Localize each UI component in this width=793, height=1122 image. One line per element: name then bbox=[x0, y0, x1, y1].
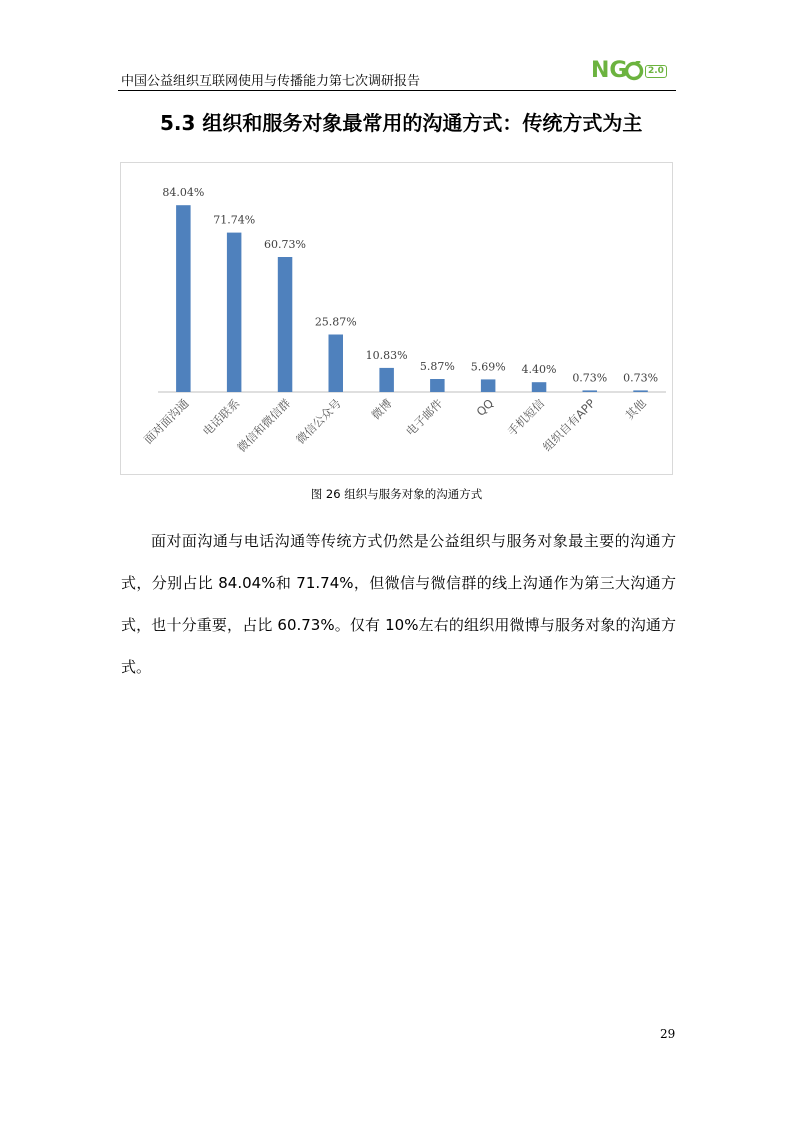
category-label-1: 电话联系 bbox=[199, 396, 243, 439]
category-label-6: QQ bbox=[473, 396, 497, 419]
category-label-2: 微信和微信群 bbox=[234, 396, 294, 455]
category-label-0: 面对面沟通 bbox=[140, 396, 192, 447]
page-header-title: 中国公益组织互联网使用与传播能力第七次调研报告 bbox=[121, 74, 421, 89]
logo-badge: 2.0 bbox=[645, 65, 667, 78]
logo-ring-icon bbox=[624, 61, 644, 81]
body-text bbox=[121, 520, 676, 688]
bar-3 bbox=[329, 335, 344, 393]
bar-8 bbox=[583, 390, 598, 392]
bar-1 bbox=[227, 233, 242, 392]
data-label-9: 0.73% bbox=[623, 371, 659, 385]
category-label-7: 手机短信 bbox=[504, 396, 548, 439]
category-label-4: 微博 bbox=[368, 396, 395, 423]
data-label-5: 5.87% bbox=[419, 360, 455, 373]
bar-9 bbox=[633, 390, 648, 392]
data-label-7: 4.40% bbox=[521, 363, 557, 377]
chart-frame bbox=[120, 162, 673, 475]
category-label-5: 电子邮件 bbox=[403, 396, 446, 439]
bar-4 bbox=[379, 368, 394, 392]
logo-text: NG bbox=[591, 58, 628, 83]
data-label-1: 71.74% bbox=[213, 213, 256, 227]
figure-caption: 图 26 组织与服务对象的沟通方式 bbox=[310, 487, 483, 501]
bar-chart bbox=[121, 163, 674, 476]
bar-2 bbox=[278, 257, 293, 392]
category-label-8: 组织自有APP bbox=[540, 396, 598, 455]
category-label-3: 微信公众号 bbox=[293, 396, 344, 447]
data-label-0: 84.04% bbox=[162, 186, 205, 200]
data-label-4: 10.83% bbox=[365, 348, 408, 362]
header-rule bbox=[118, 90, 676, 91]
page-number: 29 bbox=[660, 1027, 676, 1041]
bar-0 bbox=[176, 205, 191, 392]
body-paragraph: 面对面沟通与电话沟通等传统方式仍然是公益组织与服务对象最主要的沟通方式，分别占比 84.04%和 71.74%，但微信与微信群的线上沟通作为第三大沟通方式，也十分重要，占比 60.73%。仅有 10%左右的组织用微博与服务对象的沟通方式。 bbox=[121, 532, 676, 676]
data-label-2: 60.73% bbox=[264, 238, 306, 251]
bar-7 bbox=[532, 382, 547, 392]
ngo-logo bbox=[591, 58, 673, 86]
data-label-8: 0.73% bbox=[572, 371, 608, 385]
data-label-6: 5.69% bbox=[470, 360, 506, 374]
section-title: 5.3 组织和服务对象最常用的沟通方式：传统方式为主 bbox=[160, 111, 643, 135]
bar-5 bbox=[430, 379, 445, 392]
bar-6 bbox=[481, 379, 496, 392]
data-label-3: 25.87% bbox=[314, 315, 357, 329]
category-label-9: 其他 bbox=[622, 396, 649, 423]
